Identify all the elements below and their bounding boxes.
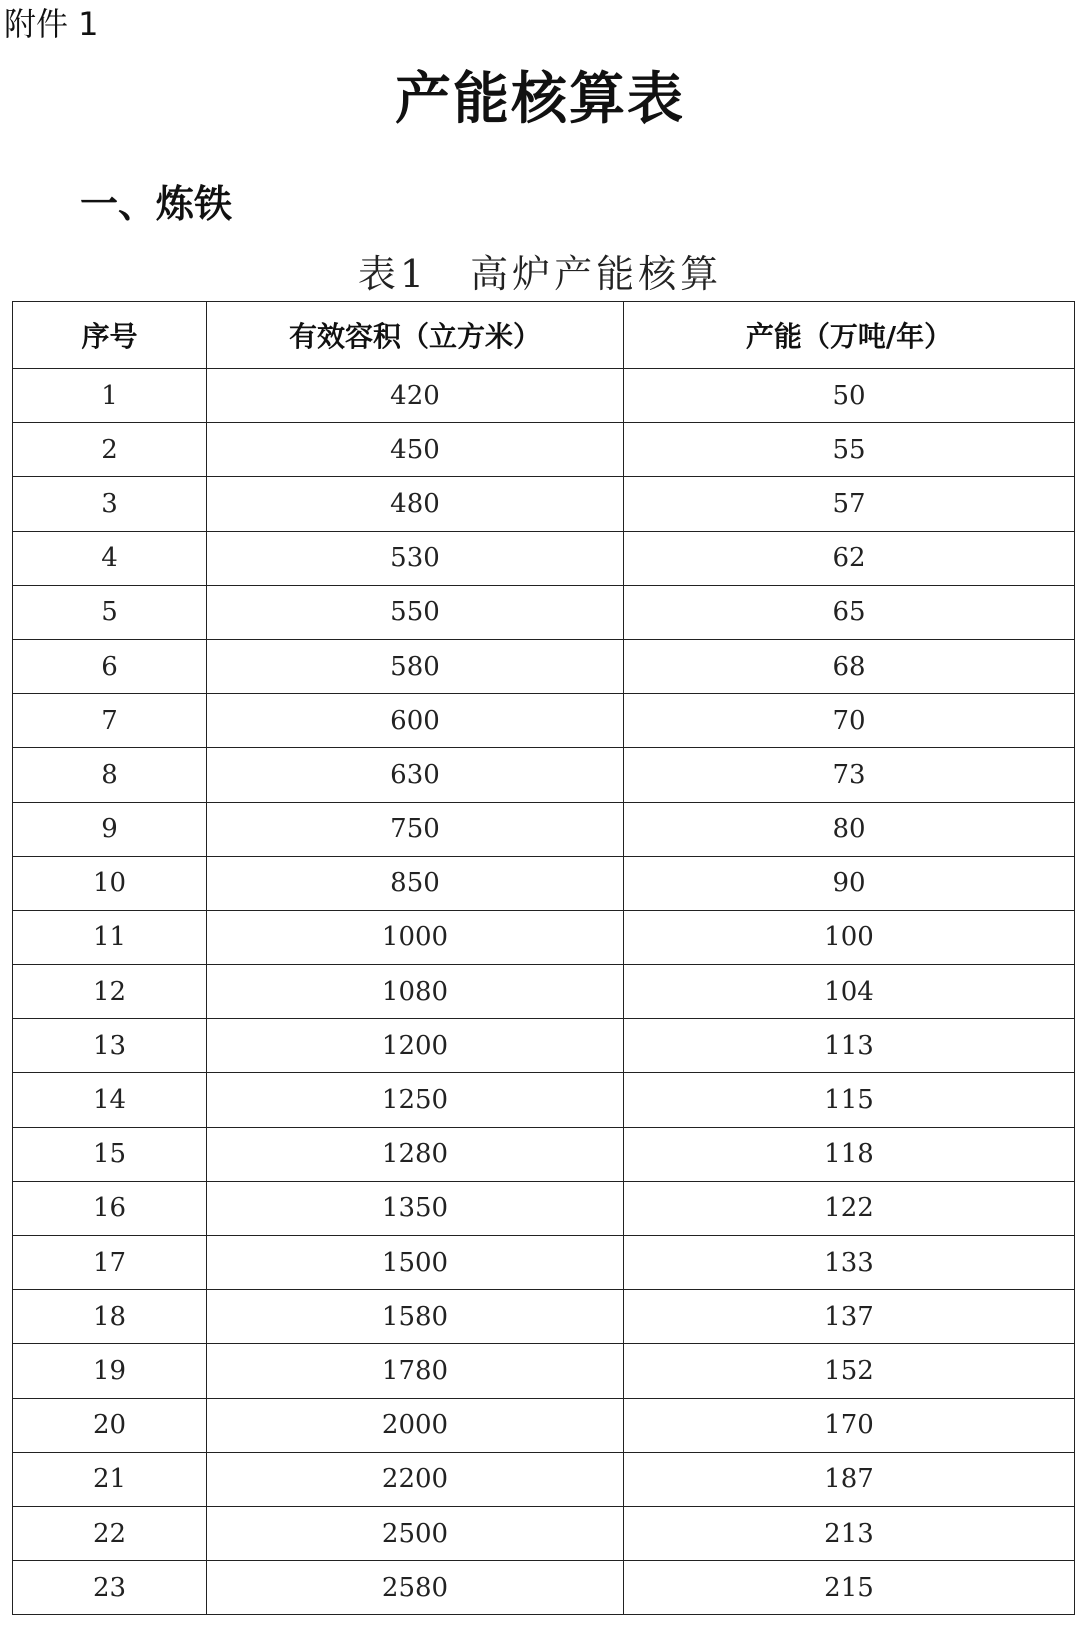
table-row [13,639,1075,693]
table-header-row [13,302,1075,369]
cell-effective-volume: 1280 [207,1127,624,1181]
cell-serial-number: 10 [13,856,207,910]
cell-serial-number: 5 [13,585,207,639]
table-row [13,1127,1075,1181]
cell-capacity: 80 [624,802,1075,856]
cell-effective-volume: 480 [207,477,624,531]
cell-effective-volume: 2580 [207,1561,624,1615]
cell-effective-volume: 2500 [207,1506,624,1560]
cell-effective-volume: 1500 [207,1236,624,1290]
table-row [13,965,1075,1019]
cell-capacity: 100 [624,910,1075,964]
cell-serial-number: 7 [13,694,207,748]
cell-capacity: 73 [624,748,1075,802]
cell-serial-number: 1 [13,369,207,423]
cell-capacity: 118 [624,1127,1075,1181]
table-row [13,1506,1075,1560]
cell-serial-number: 20 [13,1398,207,1452]
cell-effective-volume: 1580 [207,1290,624,1344]
cell-capacity: 115 [624,1073,1075,1127]
table-body [13,369,1075,1615]
table-row [13,1452,1075,1506]
header-serial-number: 序号 [13,302,207,369]
attachment-label: 附件 1 [4,5,99,43]
cell-capacity: 137 [624,1290,1075,1344]
cell-serial-number: 23 [13,1561,207,1615]
cell-effective-volume: 630 [207,748,624,802]
cell-effective-volume: 550 [207,585,624,639]
cell-serial-number: 21 [13,1452,207,1506]
cell-serial-number: 2 [13,423,207,477]
table-row [13,1181,1075,1235]
table-row [13,1398,1075,1452]
table-row [13,585,1075,639]
cell-effective-volume: 1080 [207,965,624,1019]
cell-capacity: 57 [624,477,1075,531]
cell-serial-number: 8 [13,748,207,802]
table-row [13,1561,1075,1615]
cell-serial-number: 6 [13,639,207,693]
table-row [13,1344,1075,1398]
header-capacity: 产能（万吨/年） [624,302,1075,369]
cell-serial-number: 4 [13,531,207,585]
cell-serial-number: 15 [13,1127,207,1181]
cell-capacity: 133 [624,1236,1075,1290]
table-row [13,910,1075,964]
capacity-table [12,301,1075,1615]
cell-serial-number: 18 [13,1290,207,1344]
cell-capacity: 68 [624,639,1075,693]
cell-effective-volume: 1350 [207,1181,624,1235]
cell-serial-number: 19 [13,1344,207,1398]
table-row [13,423,1075,477]
cell-effective-volume: 420 [207,369,624,423]
cell-serial-number: 14 [13,1073,207,1127]
cell-serial-number: 9 [13,802,207,856]
cell-serial-number: 16 [13,1181,207,1235]
cell-serial-number: 22 [13,1506,207,1560]
cell-serial-number: 3 [13,477,207,531]
table-row [13,1073,1075,1127]
cell-effective-volume: 2000 [207,1398,624,1452]
cell-capacity: 104 [624,965,1075,1019]
table-row [13,531,1075,585]
cell-capacity: 215 [624,1561,1075,1615]
cell-serial-number: 12 [13,965,207,1019]
table-caption: 表1 高炉产能核算 [357,252,723,296]
cell-capacity: 122 [624,1181,1075,1235]
table-row [13,369,1075,423]
document-title: 产能核算表 [395,66,685,132]
cell-capacity: 65 [624,585,1075,639]
cell-effective-volume: 1200 [207,1019,624,1073]
cell-effective-volume: 750 [207,802,624,856]
table-row [13,802,1075,856]
cell-capacity: 90 [624,856,1075,910]
cell-effective-volume: 530 [207,531,624,585]
cell-capacity: 113 [624,1019,1075,1073]
table-row [13,1236,1075,1290]
cell-effective-volume: 1780 [207,1344,624,1398]
cell-serial-number: 17 [13,1236,207,1290]
table-row [13,748,1075,802]
cell-capacity: 170 [624,1398,1075,1452]
table-row [13,694,1075,748]
table-row [13,856,1075,910]
cell-effective-volume: 1250 [207,1073,624,1127]
cell-effective-volume: 580 [207,639,624,693]
table-row [13,1019,1075,1073]
cell-effective-volume: 2200 [207,1452,624,1506]
table-row [13,1290,1075,1344]
section-heading: 一、炼铁 [80,182,233,226]
cell-serial-number: 13 [13,1019,207,1073]
cell-capacity: 213 [624,1506,1075,1560]
cell-capacity: 62 [624,531,1075,585]
cell-effective-volume: 450 [207,423,624,477]
table-row [13,477,1075,531]
cell-effective-volume: 850 [207,856,624,910]
cell-effective-volume: 1000 [207,910,624,964]
cell-capacity: 55 [624,423,1075,477]
cell-capacity: 152 [624,1344,1075,1398]
header-effective-volume: 有效容积（立方米） [207,302,624,369]
cell-effective-volume: 600 [207,694,624,748]
cell-capacity: 50 [624,369,1075,423]
cell-capacity: 187 [624,1452,1075,1506]
cell-capacity: 70 [624,694,1075,748]
cell-serial-number: 11 [13,910,207,964]
